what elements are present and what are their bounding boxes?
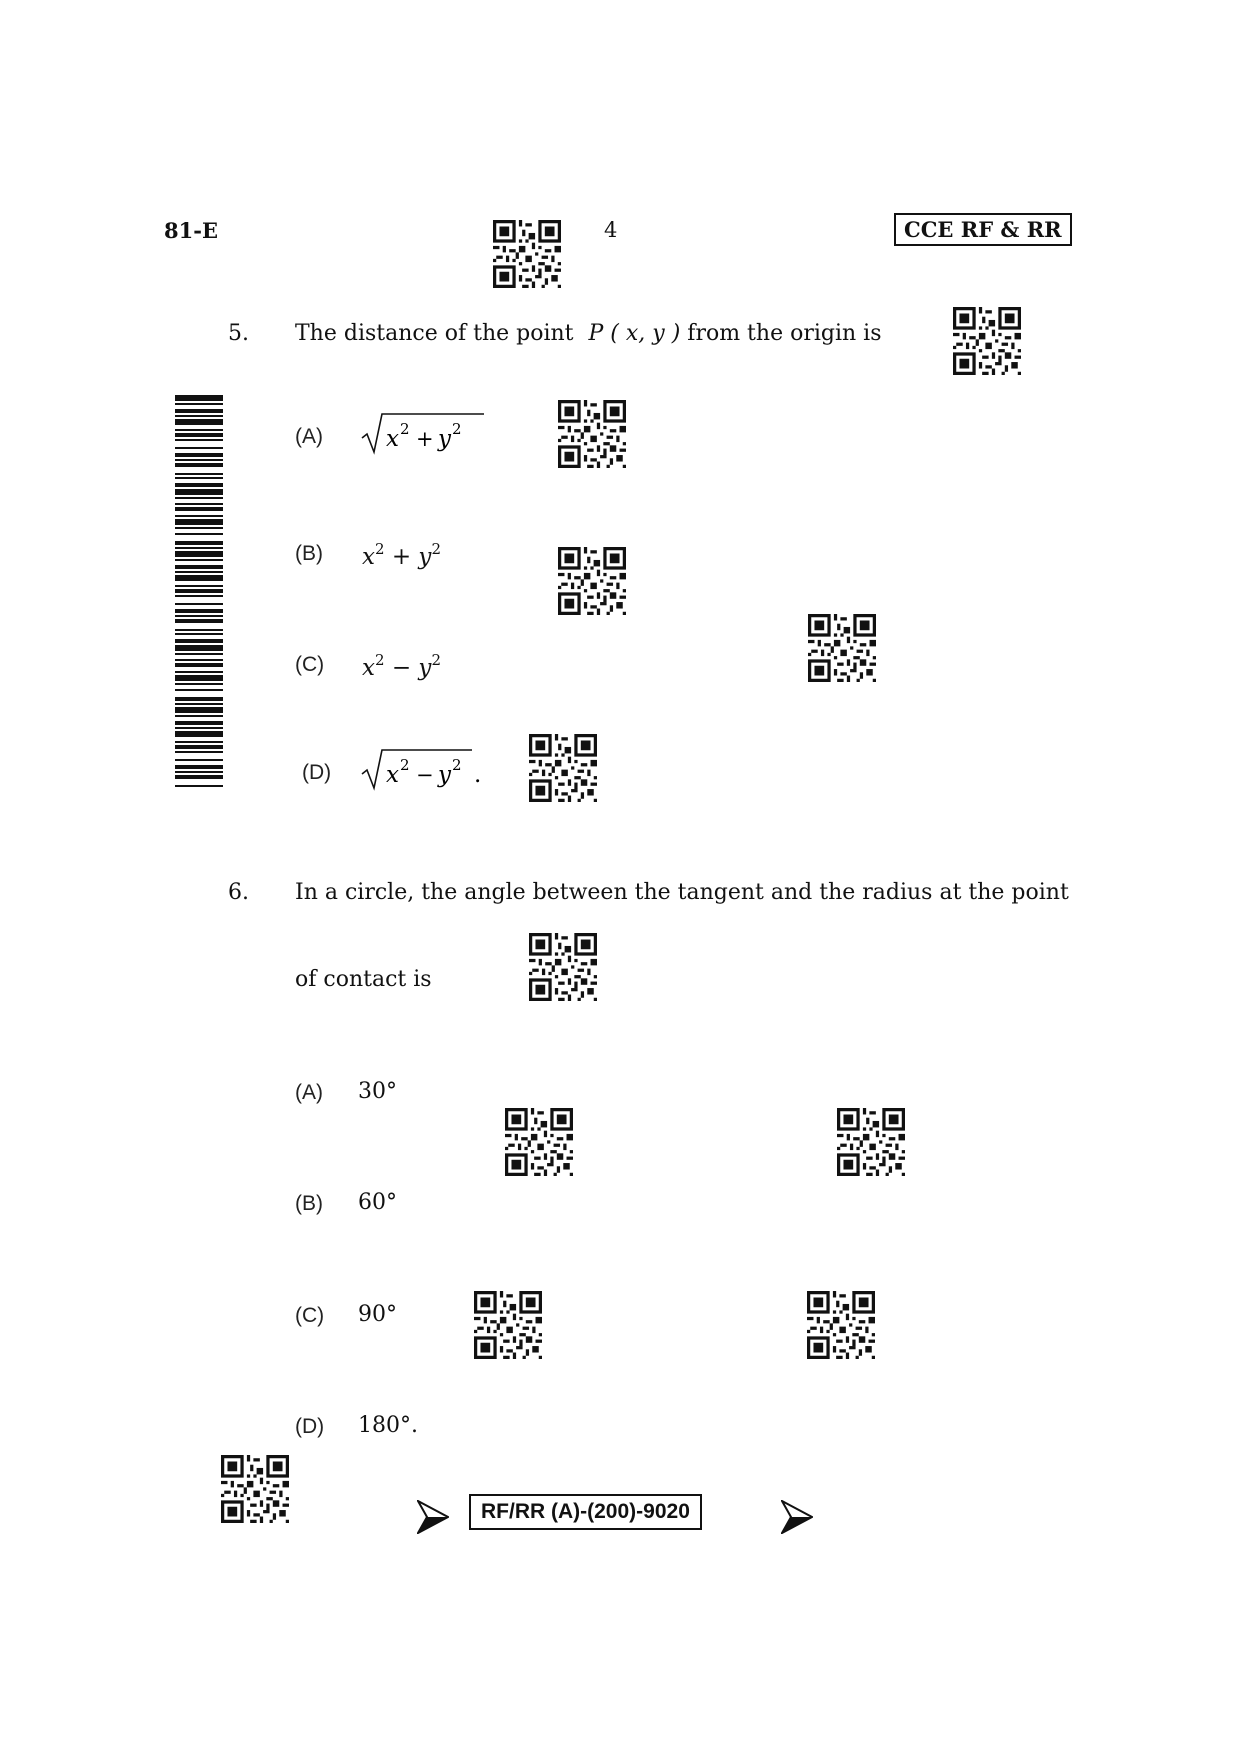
q5-option-b-expr: $x^2 + y^2$ [362, 540, 441, 570]
footer-code-box: RF/RR (A)-(200)-9020 [469, 1494, 702, 1530]
q5-option-c-expr: $x^2 - y^2$ [362, 651, 441, 681]
svg-text:x: x [386, 426, 399, 452]
barcode-icon [175, 395, 223, 787]
svg-text:−: − [416, 763, 434, 787]
qr-code-icon [953, 307, 1021, 375]
arrow-right-icon [781, 1500, 813, 1534]
question-6-line-1: In a circle, the angle between the tangent and the radius at the point [295, 880, 1069, 905]
q6-option-c-label: (C) [295, 1304, 325, 1327]
svg-text:+: + [416, 427, 434, 451]
svg-text:.: . [474, 762, 482, 788]
question-5-number: 5. [228, 321, 249, 346]
svg-text:x: x [386, 762, 399, 788]
question-5-text-after: from the origin is [687, 321, 882, 346]
q6-option-b-value: 60° [358, 1190, 397, 1215]
qr-code-icon [837, 1108, 905, 1176]
q5-option-d-expr [360, 744, 490, 796]
qr-code-icon [558, 400, 626, 468]
svg-text:y: y [438, 426, 451, 452]
q6-option-d-label: (D) [295, 1415, 325, 1438]
question-5-point: P ( x, y ) [588, 321, 681, 346]
qr-code-icon [808, 614, 876, 682]
q6-option-d-value: 180°. [358, 1413, 418, 1438]
question-6-number: 6. [228, 880, 249, 905]
q6-option-a-value: 30° [358, 1079, 397, 1104]
sqrt-x2-minus-y2 [360, 744, 490, 792]
q5-option-b-label: (B) [295, 542, 323, 565]
svg-text:2: 2 [400, 420, 410, 438]
q5-option-a-label: (A) [295, 425, 323, 448]
q6-option-b-label: (B) [295, 1192, 323, 1215]
qr-code-icon [529, 933, 597, 1001]
svg-text:2: 2 [452, 756, 462, 774]
arrow-right-icon [417, 1500, 449, 1534]
qr-code-icon [505, 1108, 573, 1176]
question-5-text [295, 321, 881, 346]
qr-code-icon [807, 1291, 875, 1359]
scheme-box: CCE RF & RR [894, 213, 1072, 246]
q6-option-c-value: 90° [358, 1302, 397, 1327]
q5-option-d-label: (D) [302, 761, 332, 784]
q6-option-a-label: (A) [295, 1081, 323, 1104]
q5-option-a-expr [360, 408, 484, 460]
svg-text:2: 2 [452, 420, 462, 438]
qr-code-icon [493, 220, 561, 288]
qr-code-icon [474, 1291, 542, 1359]
svg-text:2: 2 [400, 756, 410, 774]
question-6-line-2: of contact is [295, 967, 432, 992]
svg-text:y: y [438, 762, 451, 788]
question-5-text-before: The distance of the point [295, 321, 574, 346]
page-number: 4 [604, 218, 618, 242]
paper-code: 81-E [164, 218, 218, 243]
q5-option-c-label: (C) [295, 653, 325, 676]
sqrt-x2-plus-y2 [360, 408, 484, 456]
qr-code-icon [221, 1455, 289, 1523]
qr-code-icon [529, 734, 597, 802]
qr-code-icon [558, 547, 626, 615]
